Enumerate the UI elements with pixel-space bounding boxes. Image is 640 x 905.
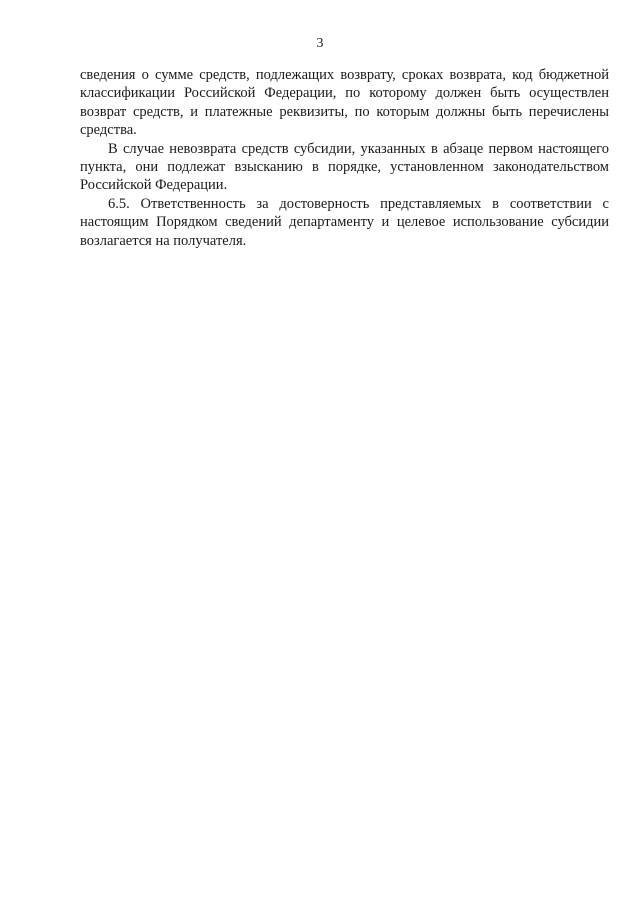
paragraph-non-return: В случае невозврата средств субсидии, указанных в абзаце первом настоящего пункта, они подлежат взысканию в порядке, установленном законодательством Российской Федерации.: [80, 140, 609, 194]
document-body: [80, 66, 609, 250]
paragraph-continuation: сведения о сумме средств, подлежащих возврату, сроках возврата, код бюджетной классификации Российской Федерации, по которому должен быть осуществлен возврат средств, и платежные реквизиты, по которым должны быть перечислены средства.: [80, 67, 609, 139]
paragraph-6-5-responsibility: 6.5. Ответственность за достоверность представляемых в соответствии с настоящим Порядком сведений департаменту и целевое использование субсидии возлагается на получателя.: [80, 195, 609, 249]
page-number: 3: [316, 36, 324, 51]
